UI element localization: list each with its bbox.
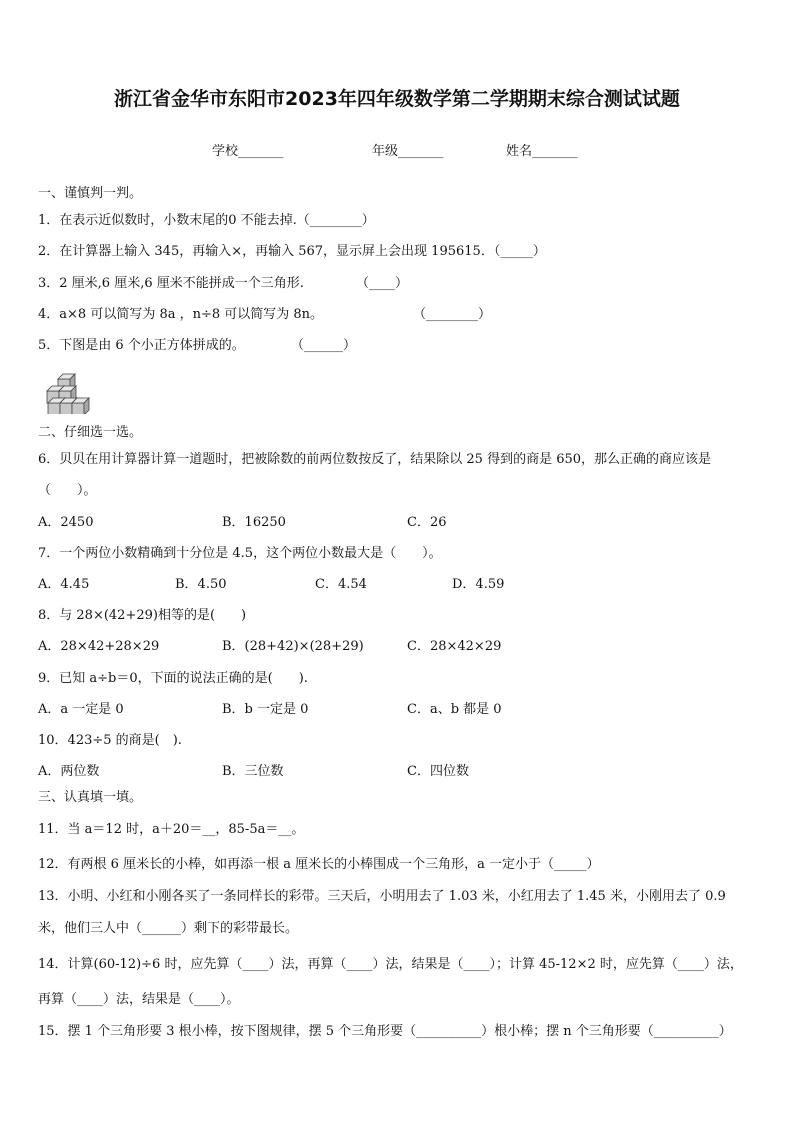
- question-12: 12．有两根 6 厘米长的小棒，如再添一根 a 厘米长的小棒围成一个三角形，a 一定小于（_____）: [38, 857, 600, 872]
- question-15: 15．摆 1 个三角形要 3 根小棒，按下图规律，摆 5 个三角形要（__________）根小棒；摆 n 个三角形要（__________）: [38, 1024, 732, 1039]
- section-heading-1: 一、谨慎判一判。: [38, 186, 143, 201]
- question-6-option-b: B．16250: [222, 515, 286, 530]
- question-6: 6．贝贝在用计算器计算一道题时，把被除数的前两位数按反了，结果除以 25 得到的商是 650，那么正确的商应该是: [38, 452, 712, 467]
- question-11: 11．当 a＝12 时，a＋20＝__，85-5a＝__。: [38, 822, 305, 837]
- question-7-option-c: C．4.54: [315, 577, 367, 592]
- question-6-option-a: A．2450: [38, 515, 94, 530]
- cube-front-face: [72, 403, 84, 414]
- grade-field: 年级_______: [372, 144, 444, 159]
- question-4: 4．a×8 可以简写为 8a ，n÷8 可以简写为 8n。: [38, 307, 324, 322]
- question-14-continued: 再算（____）法，结果是（____）。: [38, 992, 240, 1007]
- question-8-option-a: A．28×42+28×29: [38, 639, 160, 654]
- school-field: 学校_______: [212, 144, 284, 159]
- question-4-answer-blank: （________）: [413, 307, 492, 322]
- question-13: 13．小明、小红和小刚各买了一条同样长的彩带。三天后，小明用去了 1.03 米，小红用去了 1.45 米，小刚用去了 0.9: [38, 889, 726, 904]
- question-10-option-b: B．三位数: [222, 764, 284, 779]
- question-7-option-d: D．4.59: [452, 577, 505, 592]
- question-9-option-b: B．b 一定是 0: [222, 702, 309, 717]
- section-heading-2: 二、仔细选一选。: [38, 425, 143, 440]
- question-3-answer-blank: （____）: [356, 276, 409, 291]
- question-9-option-c: C．a、b 都是 0: [407, 702, 502, 717]
- question-10-option-a: A．两位数: [38, 764, 100, 779]
- question-3: 3．2 厘米,6 厘米,6 厘米不能拼成一个三角形.: [38, 276, 304, 291]
- question-8-option-c: C．28×42×29: [407, 639, 502, 654]
- question-8: 8．与 28×(42+29)相等的是( ): [38, 608, 247, 623]
- question-10-option-c: C．四位数: [407, 764, 469, 779]
- question-5-answer-blank: （______）: [291, 338, 357, 353]
- question-7: 7．一个两位小数精确到十分位是 4.5，这个两位小数最大是（ ）。: [38, 546, 442, 561]
- cube-front-face: [48, 403, 60, 414]
- question-7-option-b: B．4.50: [175, 577, 227, 592]
- question-6-continued: （ ）。: [38, 483, 97, 498]
- question-8-option-b: B．(28+42)×(28+29): [222, 639, 364, 654]
- question-6-option-c: C．26: [407, 515, 447, 530]
- question-7-option-a: A．4.45: [38, 577, 90, 592]
- question-1: 1．在表示近似数时，小数末尾的0 不能去掉.（________）: [38, 213, 375, 228]
- question-10: 10．423÷5 的商是( ).: [38, 733, 182, 748]
- page-title: 浙江省金华市东阳市2023年四年级数学第二学期期末综合测试试题: [114, 88, 680, 110]
- cube-stack-icon: [42, 362, 100, 414]
- question-14: 14．计算(60-12)÷6 时，应先算（____）法，再算（____）法，结果是（____）；计算 45-12×2 时，应先算（____）法，: [38, 957, 743, 972]
- section-heading-3: 三、认真填一填。: [38, 790, 143, 805]
- name-field: 姓名_______: [506, 144, 578, 159]
- question-9-option-a: A．a 一定是 0: [38, 702, 124, 717]
- question-2: 2．在计算器上输入 345，再输入×，再输入 567，显示屏上会出现 195615．（_____）: [38, 244, 546, 259]
- question-5: 5．下图是由 6 个小正方体拼成的。: [38, 338, 245, 353]
- question-13-continued: 米，他们三人中（______）剩下的彩带最长。: [38, 921, 299, 936]
- cube-front-face: [60, 403, 72, 414]
- question-9: 9．已知 a÷b＝0，下面的说法正确的是( ).: [38, 671, 308, 686]
